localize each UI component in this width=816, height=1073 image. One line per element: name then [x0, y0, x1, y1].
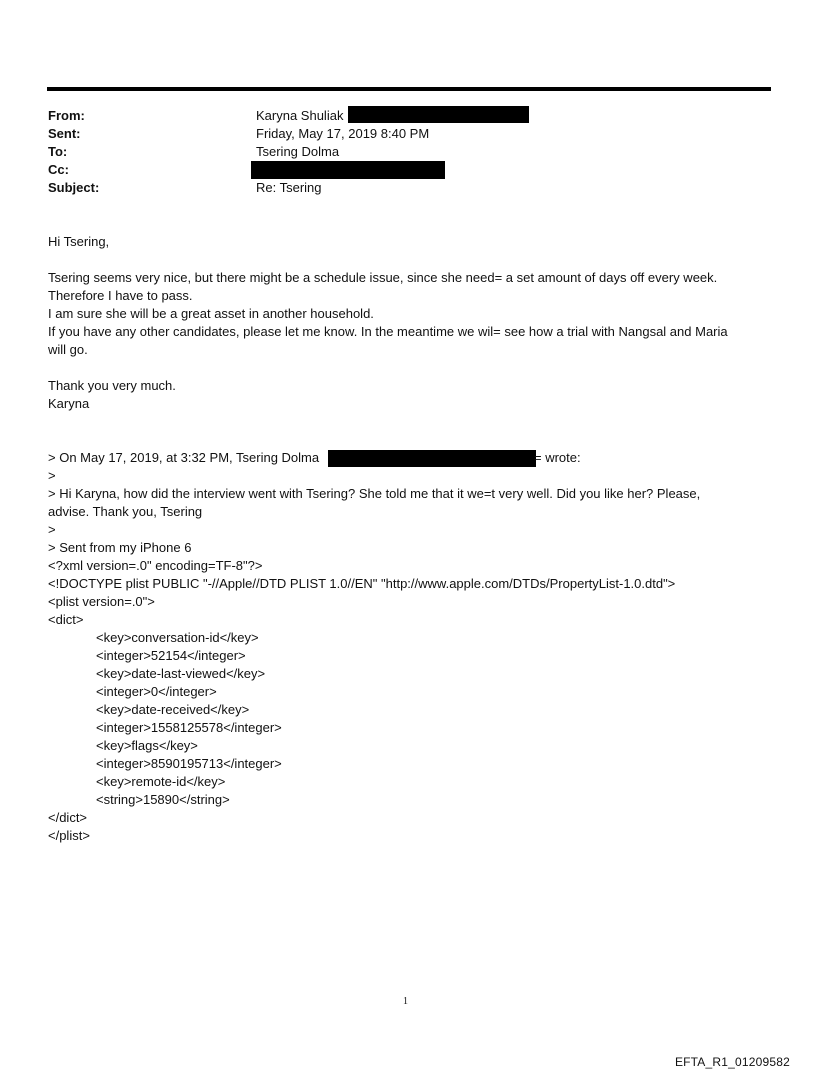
- cc-label: Cc:: [48, 162, 69, 177]
- plist-entry: <key>remote-id</key>: [96, 774, 226, 789]
- from-label: From:: [48, 108, 85, 123]
- sent-value: Friday, May 17, 2019 8:40 PM: [256, 126, 430, 141]
- sent-label: Sent:: [48, 126, 81, 141]
- quoted-gt-2: >: [48, 522, 56, 537]
- redaction-bar-from: [348, 106, 529, 123]
- body-line-4: If you have any other candidates, please let me know. In the meantime we wil= see how a trial with Nangsal and Maria: [48, 324, 728, 339]
- thanks-line: Thank you very much.: [48, 378, 176, 393]
- quoted-on-suffix: = wrote:: [534, 450, 581, 465]
- quoted-sent-from: > Sent from my iPhone 6: [48, 540, 192, 555]
- plist-entry: <integer>0</integer>: [96, 684, 217, 699]
- plist-dict-open: <dict>: [48, 612, 84, 627]
- greeting: Hi Tsering,: [48, 234, 110, 249]
- header-divider: [47, 87, 771, 91]
- body-line-5: will go.: [48, 342, 88, 357]
- plist-entry: <string>15890</string>: [96, 792, 230, 807]
- redaction-bar-cc: [251, 161, 445, 179]
- plist-entry: <key>date-received</key>: [96, 702, 250, 717]
- plist-open-tag: <plist version=.0">: [48, 594, 155, 609]
- from-value: Karyna Shuliak: [256, 108, 344, 123]
- quoted-on-prefix: > On May 17, 2019, at 3:32 PM, Tsering Dolma: [48, 450, 320, 465]
- plist-close-tag: </plist>: [48, 828, 90, 843]
- plist-entry: <integer>8590195713</integer>: [96, 756, 282, 771]
- subject-value: Re: Tsering: [256, 180, 322, 195]
- document-id: EFTA_R1_01209582: [674, 1055, 790, 1069]
- plist-entry: <integer>1558125578</integer>: [96, 720, 282, 735]
- plist-entry: <key>conversation-id</key>: [96, 630, 259, 645]
- body-line-1: Tsering seems very nice, but there might be a schedule issue, since she need= a set amount of days off every week.: [48, 270, 718, 285]
- quoted-msg-line-1: > Hi Karyna, how did the interview went with Tsering? She told me that it we=t very well. Did you like her? Please,: [48, 486, 701, 501]
- plist-entry: <integer>52154</integer>: [96, 648, 246, 663]
- page-number: 1: [403, 996, 408, 1007]
- to-label: To:: [48, 144, 68, 159]
- plist-dict-close: </dict>: [48, 810, 88, 825]
- plist-entry: <key>flags</key>: [96, 738, 198, 753]
- plist-entry: <key>date-last-viewed</key>: [96, 666, 266, 681]
- redaction-bar-quoted-email: [328, 450, 536, 467]
- quoted-gt-1: >: [48, 468, 56, 483]
- plist-doctype: <!DOCTYPE plist PUBLIC "-//Apple//DTD PLIST 1.0//EN" "http://www.apple.com/DTDs/PropertyList-1.0.dtd">: [48, 576, 676, 591]
- signature: Karyna: [48, 396, 90, 411]
- plist-xml-declaration: <?xml version=.0" encoding=TF-8"?>: [48, 558, 263, 573]
- to-value: Tsering Dolma: [256, 144, 340, 159]
- quoted-msg-line-2: advise. Thank you, Tsering: [48, 504, 203, 519]
- body-line-2: Therefore I have to pass.: [48, 288, 193, 303]
- body-line-3: I am sure she will be a great asset in another household.: [48, 306, 374, 321]
- subject-label: Subject:: [48, 180, 100, 195]
